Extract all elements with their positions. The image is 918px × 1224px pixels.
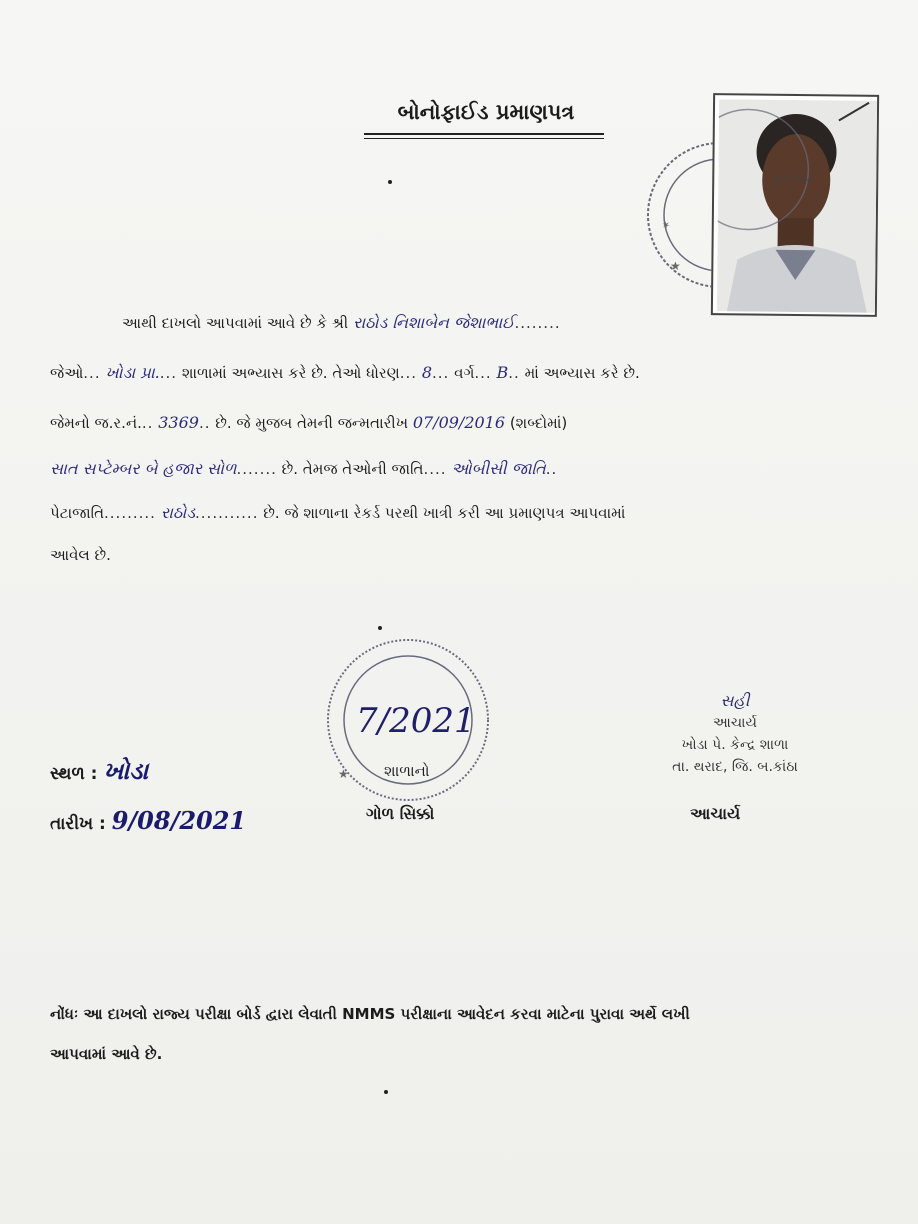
body-line-4: સાત સપ્ટેમ્બર બે હજાર સોળ....... છે. તેમજ તેઓની જાતિ.... ઓબીસી જાતિ..: [50, 459, 558, 478]
seal-date: 7/2021: [356, 701, 476, 741]
note-line-1: નોંધઃ આ દાખલો રાજ્ય પરીક્ષા બોર્ડ દ્વારા લેવાતી NMMS પરીક્ષાના આવેદન કરવા માટેના પુરાવા અર્થે લખી: [50, 1005, 690, 1023]
student-photo: [711, 93, 879, 317]
principal-caption: આચાર્ય: [690, 804, 741, 823]
ink-dot: [378, 626, 382, 630]
body-line-1: આથી દાખલો આપવામાં આવે છે કે શ્રી રાઠોડ નિશાબેન જેશાભાઈ........: [122, 313, 561, 332]
birth-date-words: સાત સપ્ટેમ્બર બે હજાર સોળ: [50, 459, 237, 478]
body-line-6: આવેલ છે.: [50, 546, 111, 564]
body-line-3: જેમનો જ.ર.નં... 3369.. છે. જે મુજબ તેમની જન્મતારીખ 07/09/2016 (શબ્દોમાં): [50, 413, 568, 432]
school-name: ખોડા પ્રા.: [105, 363, 160, 382]
place-row: સ્થળ : ખોડા: [50, 756, 149, 785]
standard: 8: [421, 363, 432, 382]
taluka-stamp-line: તા. થરાદ, જિ. બ.કાંઠા: [672, 759, 798, 775]
gr-number: 3369: [158, 413, 199, 432]
sub-caste: રાઠોડ: [160, 503, 196, 522]
principal-stamp: [640, 690, 830, 778]
date-value: 9/08/2021: [111, 806, 247, 835]
svg-text:★: ★: [670, 259, 681, 273]
title-underline-2: [364, 138, 604, 139]
round-school-seal: [316, 636, 500, 808]
photo-stamp-text: શાળા સિક્કો: [774, 174, 816, 186]
certificate-title: બોનોફાઈડ પ્રમાણપત્ર: [397, 100, 575, 124]
svg-text:✶: ✶: [660, 219, 674, 232]
ink-dot: [384, 1090, 388, 1094]
caste: ઓબીસી જાતિ: [451, 459, 546, 478]
body-line-2: જેઓ... ખોડા પ્રા.... શાળામાં અભ્યાસ કરે છે. તેઓ ધોરણ... 8... વર્ગ... B.. માં અભ્યાસ કરે છે.: [50, 363, 640, 382]
student-name: રાઠોડ નિશાબેન જેશાભાઈ: [352, 313, 515, 332]
note-line-2: આપવામાં આવે છે.: [50, 1045, 163, 1063]
division: B: [496, 363, 509, 382]
place-value: ખોડા: [103, 756, 149, 785]
date-row: તારીખ : 9/08/2021: [50, 806, 247, 835]
note-block: [50, 994, 840, 1074]
birth-date-digits: 07/09/2016: [412, 413, 506, 432]
principal-title-small: આચાર્ય: [713, 715, 757, 731]
body-line-5: પેટાજાતિ......... રાઠોડ........... છે. જે શાળાના રેકર્ડ પરથી ખાત્રી કરી આ પ્રમાણપત્ર આપવામાં: [50, 503, 626, 522]
seal-label: શાળાનો: [384, 762, 430, 780]
svg-text:★: ★: [338, 767, 349, 781]
ink-dot: [388, 180, 392, 184]
principal-signature: સહી: [720, 691, 750, 710]
school-stamp-line: ખોડા પે. કેન્દ્ર શાળા: [681, 737, 789, 753]
seal-caption: ગોળ સિક્કો: [366, 804, 435, 823]
title-underline: [364, 133, 604, 135]
